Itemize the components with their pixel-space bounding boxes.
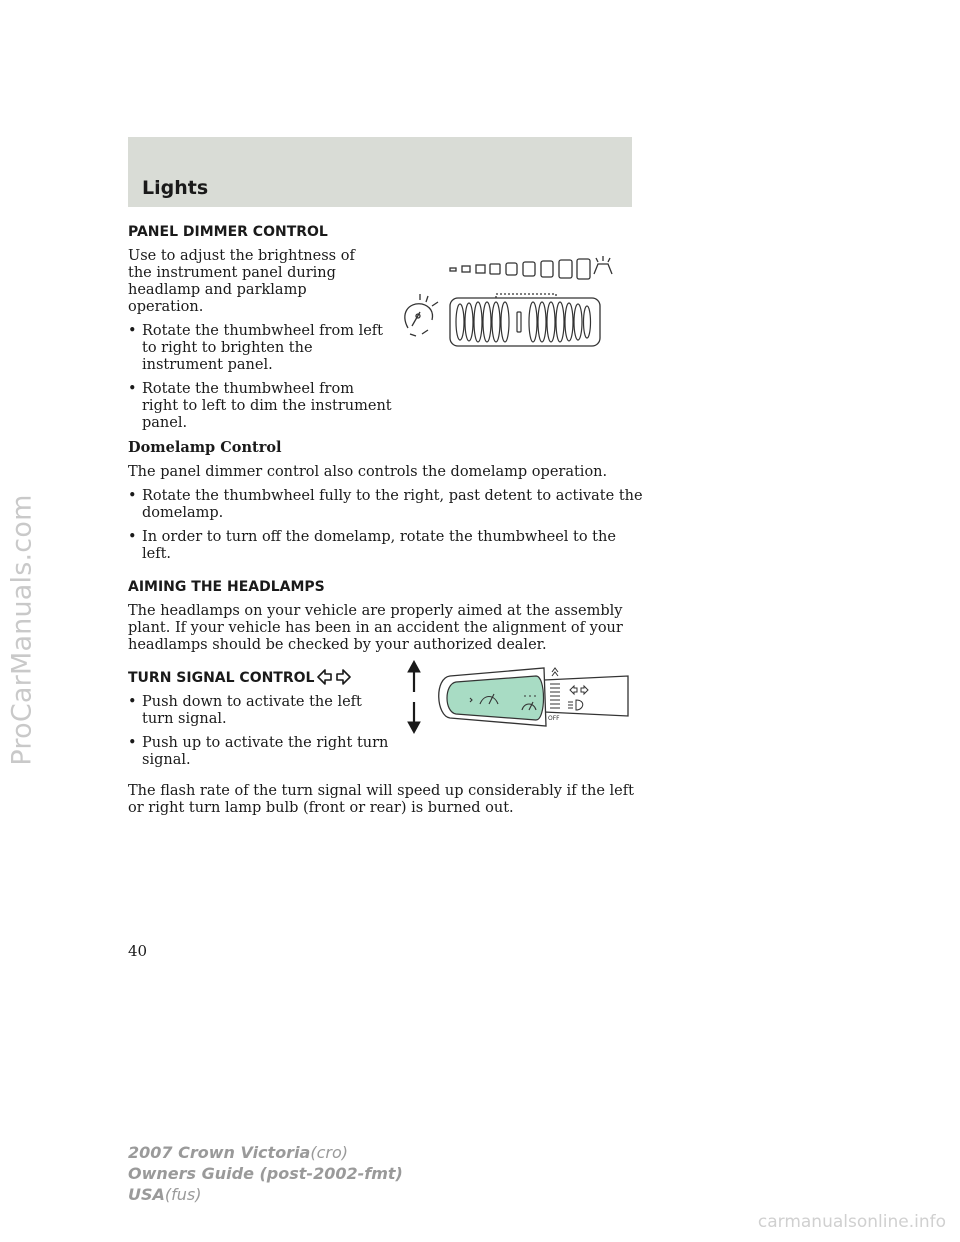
domelamp-bullet-2: • In order to turn off the domelamp, rotate the thumbwheel to the left. (128, 529, 648, 563)
section-header (128, 137, 632, 207)
domelamp-intro: The panel dimmer control also controls the domelamp operation. (128, 464, 608, 480)
turn-signal-heading: TURN SIGNAL CONTROL (128, 670, 315, 686)
domelamp-heading: Domelamp Control (128, 439, 282, 456)
aiming-heading: AIMING THE HEADLAMPS (128, 579, 325, 595)
footer-line-2: Owners Guide (post-2002-fmt) (128, 1164, 403, 1183)
panel-dimmer-illustration (396, 254, 622, 354)
panel-dimmer-bullet-1: • Rotate the thumbwheel from left to right to brighten the instrument panel. (128, 323, 394, 374)
footer-region-code: (fus) (164, 1185, 202, 1204)
side-watermark-text: ProCarManuals.com (6, 494, 38, 766)
footer-region: USA (128, 1185, 165, 1204)
turn-signal-bullet-2: • Push up to activate the right turn signal. (128, 735, 394, 769)
bottom-watermark: carmanualsonline.info (757, 1212, 946, 1232)
document-footer (128, 1142, 403, 1205)
domelamp-bullet-1: • Rotate the thumbwheel fully to the right, past detent to activate the domelamp. (128, 488, 648, 522)
panel-dimmer-heading: PANEL DIMMER CONTROL (128, 224, 328, 240)
footer-model-code: (cro) (310, 1143, 349, 1162)
turn-signal-arrows-icon (317, 669, 351, 685)
footer-line-1 (128, 1142, 403, 1163)
footer-line-3 (128, 1184, 403, 1205)
aiming-text: The headlamps on your vehicle are properly aimed at the assembly plant. If your vehicle has been in an accident the alignment of your headlamps should be checked by your authorized dealer. (128, 603, 623, 653)
section-title: Lights (142, 177, 209, 199)
page-number: 40 (128, 942, 148, 960)
panel-dimmer-bullet-2: • Rotate the thumbwheel from right to left to dim the instrument panel. (128, 381, 394, 432)
turn-signal-bullet-1: • Push down to activate the left turn signal. (128, 694, 394, 728)
turn-signal-lever-illustration (404, 660, 632, 736)
panel-dimmer-intro: Use to adjust the brightness of the instrument panel during headlamp and parklamp operation. (128, 248, 355, 315)
footer-model: 2007 Crown Victoria (128, 1143, 311, 1162)
turn-signal-text: The flash rate of the turn signal will speed up considerably if the left or right turn lamp bulb (front or rear) is burned out. (128, 783, 634, 816)
lever-off-label: OFF (548, 715, 560, 722)
side-watermark (2, 494, 42, 766)
